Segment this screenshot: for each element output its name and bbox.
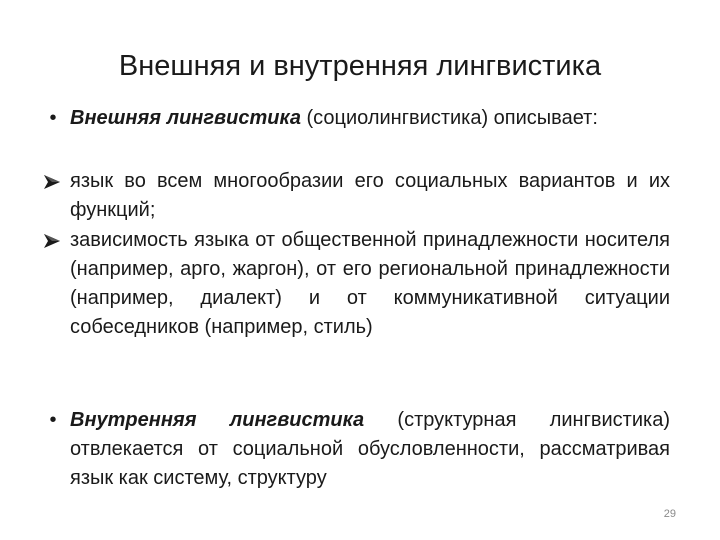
bullet-internal-linguistics [49,406,670,493]
arrow-item-1 [70,167,670,225]
arrow-item-text: язык во всем многообразии его социальных вариантов и их функций; [70,170,670,221]
bullet1-text: (социолингвистика) описывает: [300,107,598,129]
term-internal: Внутренняя лингвистика [70,409,365,431]
bullet-external-linguistics [49,104,670,133]
bullet2-text: (структурная лингвистика) отвлекается от социальной обусловленности, рассматривая язык как систему, структуру [70,409,670,489]
arrow-item-text: зависимость языка от общественной принадлежности носителя (например, арго, жаргон), от его региональной принадлежности (например, диалект) и от коммуникативной ситуации собеседников (например, стиль) [70,229,670,338]
arrow-bullet-icon [42,173,62,191]
term-external: Внешняя лингвистика [70,107,301,129]
slide-title: Внешняя и внутренняя лингвистика [118,50,602,82]
arrow-item-2 [70,226,670,342]
bullet-dot-icon: • [49,409,57,431]
bullet-dot-icon: • [49,107,57,129]
arrow-bullet-icon [42,232,62,250]
page-number: 29 [663,508,676,520]
